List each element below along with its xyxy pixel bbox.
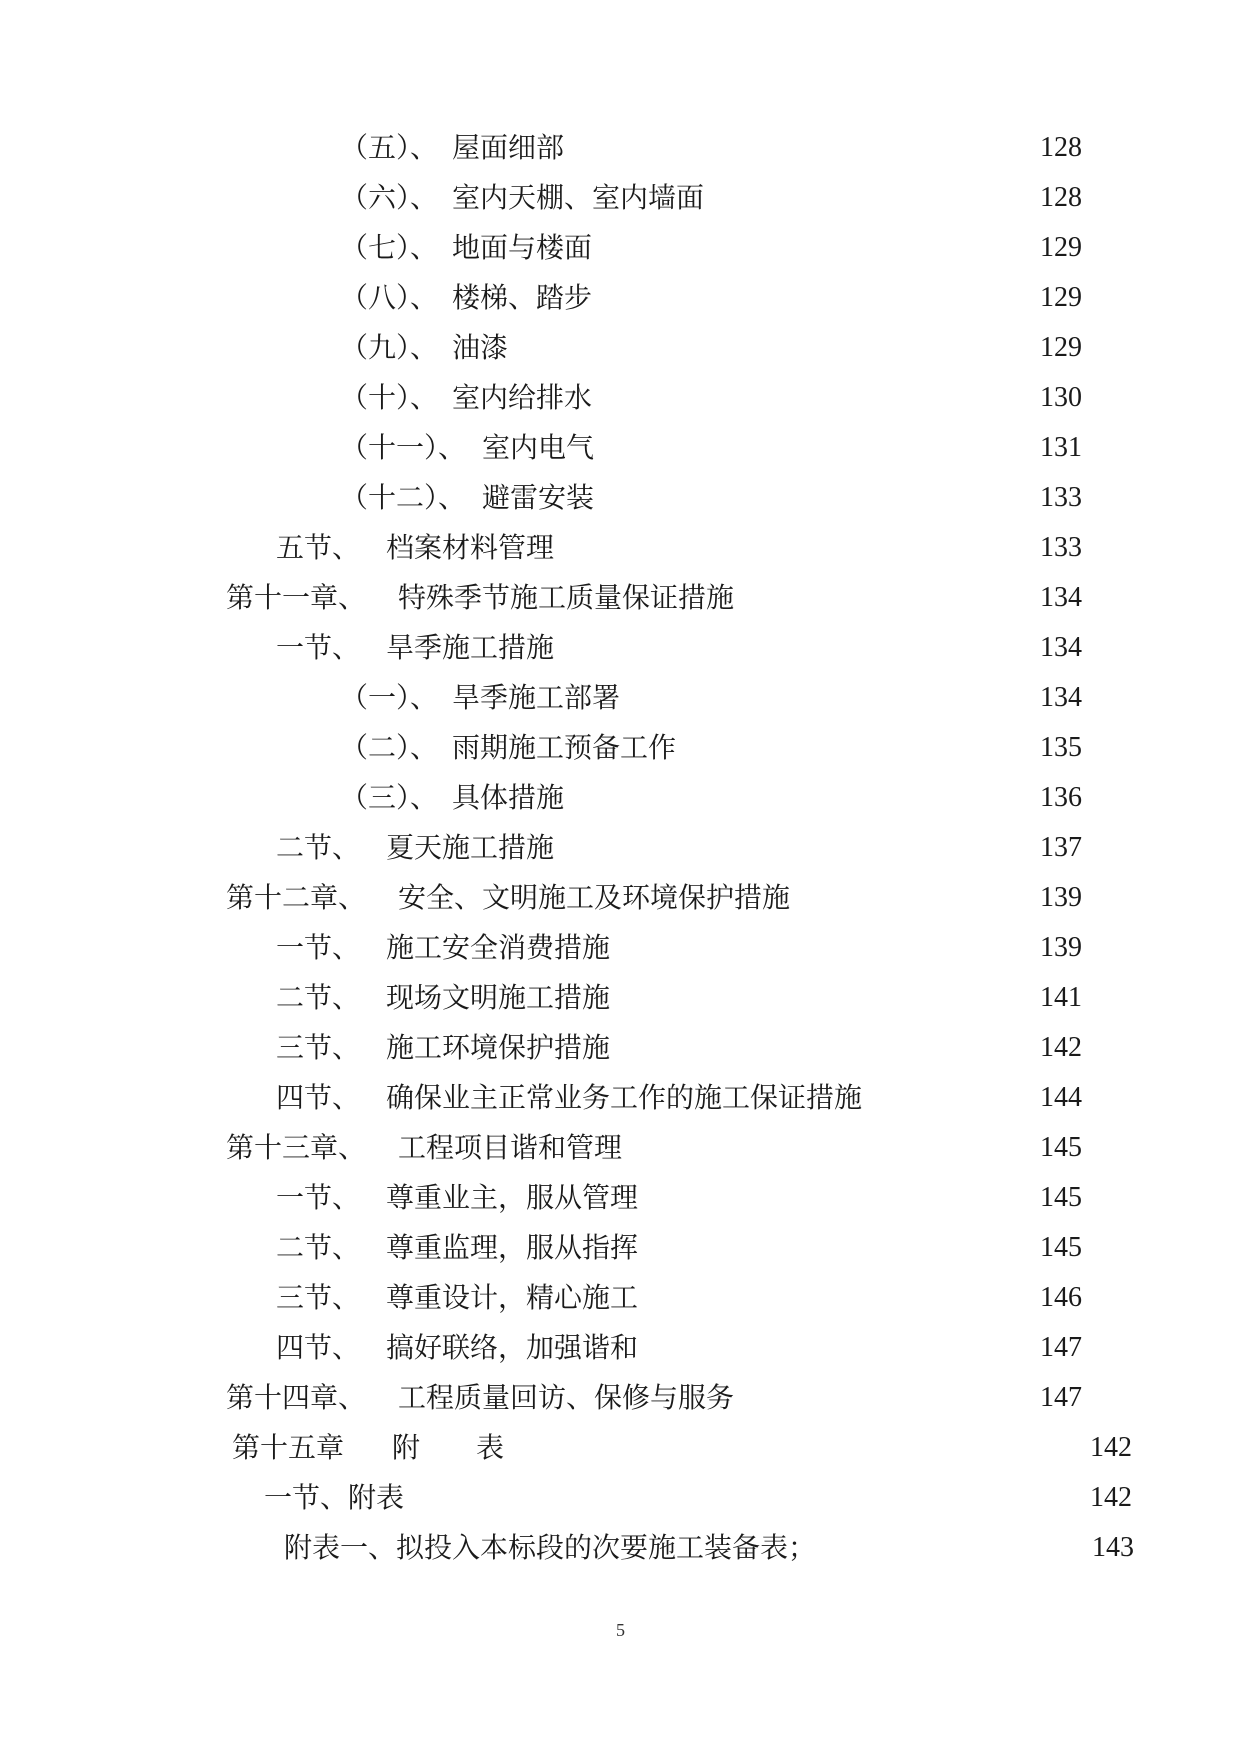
toc-entry-page: 129	[1040, 232, 1082, 263]
toc-entry-number: 第十四章、	[226, 1381, 367, 1414]
toc-entry-page: 139	[1040, 882, 1082, 913]
toc-entry-number: 二节、	[276, 981, 361, 1014]
toc-entry-title: 附 表	[392, 1431, 505, 1464]
toc-entry-page: 136	[1040, 782, 1082, 813]
toc-entry-number: 一节、	[276, 1181, 361, 1214]
toc-entry-number: 第十二章、	[226, 881, 367, 914]
toc-entry-title: 安全、文明施工及环境保护措施	[398, 881, 791, 914]
toc-entry	[0, 478, 1241, 518]
toc-entry	[0, 728, 1241, 768]
toc-entry-title: 旱季施工措施	[386, 631, 555, 664]
toc-entry-title: 室内天棚、室内墙面	[452, 181, 705, 214]
toc-entry-page: 146	[1040, 1282, 1082, 1313]
toc-entry	[0, 678, 1241, 718]
toc-entry-number: （八）、	[340, 281, 439, 314]
toc-entry-number: （十一）、	[340, 431, 467, 464]
toc-entry-number: （一）、	[340, 681, 439, 714]
toc-entry-title: 特殊季节施工质量保证措施	[398, 581, 735, 614]
toc-entry	[0, 328, 1241, 368]
toc-entry-number: 四节、	[276, 1081, 361, 1114]
toc-entry	[0, 1478, 1241, 1518]
toc-entry	[0, 178, 1241, 218]
toc-entry	[0, 278, 1241, 318]
toc-entry-number: （七）、	[340, 231, 439, 264]
toc-entry	[0, 1128, 1241, 1168]
toc-entry-page: 128	[1040, 182, 1082, 213]
toc-entry-page: 130	[1040, 382, 1082, 413]
toc-entry-page: 128	[1040, 132, 1082, 163]
toc-entry-page: 145	[1040, 1132, 1082, 1163]
toc-entry	[0, 1078, 1241, 1118]
toc-entry	[0, 878, 1241, 918]
toc-entry-page: 137	[1040, 832, 1082, 863]
toc-entry-page: 135	[1040, 732, 1082, 763]
toc-entry	[0, 428, 1241, 468]
toc-entry-title: 现场文明施工措施	[386, 981, 611, 1014]
toc-entry-number: （六）、	[340, 181, 439, 214]
toc-entry-number: （三）、	[340, 781, 439, 814]
toc-entry-page: 131	[1040, 432, 1082, 463]
toc-entry-title: 夏天施工措施	[386, 831, 555, 864]
toc-entry-number: 五节、	[276, 531, 361, 564]
toc-entry-number: （二）、	[340, 731, 439, 764]
toc-entry-number: （五）、	[340, 131, 439, 164]
toc-entry-number: 二节、	[276, 831, 361, 864]
toc-entry-page: 145	[1040, 1232, 1082, 1263]
toc-entry	[0, 1428, 1241, 1468]
toc-entry-number: （十二）、	[340, 481, 467, 514]
toc-entry-page: 129	[1040, 282, 1082, 313]
toc-entry-page: 139	[1040, 932, 1082, 963]
toc-entry	[0, 978, 1241, 1018]
toc-entry-number: 第十一章、	[226, 581, 367, 614]
toc-entry	[0, 228, 1241, 268]
toc-entry-page: 134	[1040, 582, 1082, 613]
toc-entry	[0, 1378, 1241, 1418]
toc-entry-title: 地面与楼面	[452, 231, 593, 264]
toc-entry-title: 施工安全消费措施	[386, 931, 611, 964]
toc-entry	[0, 1278, 1241, 1318]
toc-entry-page: 134	[1040, 632, 1082, 663]
toc-entry	[0, 1028, 1241, 1068]
toc-entry-title: 工程质量回访、保修与服务	[398, 1381, 735, 1414]
toc-entry-number: 三节、	[276, 1281, 361, 1314]
toc-entry-title: 雨期施工预备工作	[452, 731, 677, 764]
toc-entry	[0, 628, 1241, 668]
toc-entry	[0, 528, 1241, 568]
toc-entry	[0, 378, 1241, 418]
toc-entry	[0, 1178, 1241, 1218]
toc-entry-number: 三节、	[276, 1031, 361, 1064]
toc-entry-number: （九）、	[340, 331, 439, 364]
toc-entry	[0, 578, 1241, 618]
toc-entry-title: 避雷安装	[482, 481, 595, 514]
toc-entry-title: 油漆	[452, 331, 509, 364]
toc-entry	[0, 1528, 1241, 1568]
toc-entry-title: 尊重监理，服从指挥	[386, 1231, 639, 1264]
toc-entry-page: 133	[1040, 532, 1082, 563]
toc-entry-title: 档案材料管理	[386, 531, 555, 564]
toc-entry-title: 室内电气	[482, 431, 595, 464]
toc-entry-page: 147	[1040, 1332, 1082, 1363]
toc-entry	[0, 1328, 1241, 1368]
toc-entry	[0, 778, 1241, 818]
toc-entry-title: 旱季施工部署	[452, 681, 621, 714]
toc-entry-title: 确保业主正常业务工作的施工保证措施	[386, 1081, 863, 1114]
toc-entry-page: 129	[1040, 332, 1082, 363]
toc-entry-number: 一节、	[276, 931, 361, 964]
toc-entry-page: 134	[1040, 682, 1082, 713]
toc-entry	[0, 1228, 1241, 1268]
toc-entry-page: 133	[1040, 482, 1082, 513]
toc-entry-page: 145	[1040, 1182, 1082, 1213]
toc-entry	[0, 128, 1241, 168]
toc-entry-page: 142	[1090, 1432, 1132, 1463]
toc-entry-number: 附表一、拟投入本标段的次要施工装备表；	[284, 1531, 817, 1564]
toc-entry-title: 尊重业主，服从管理	[386, 1181, 639, 1214]
toc-entry	[0, 928, 1241, 968]
toc-entry-number: 第十三章、	[226, 1131, 367, 1164]
toc-entry-title: 工程项目谐和管理	[398, 1131, 623, 1164]
page-number: 5	[616, 1620, 625, 1640]
toc-entry-number: 第十五章	[232, 1431, 345, 1464]
toc-entry-number: 一节、	[276, 631, 361, 664]
toc-entry	[0, 828, 1241, 868]
toc-entry-page: 144	[1040, 1082, 1082, 1113]
toc-entry-page: 147	[1040, 1382, 1082, 1413]
toc-entry-number: 四节、	[276, 1331, 361, 1364]
toc-entry-title: 楼梯、踏步	[452, 281, 593, 314]
toc-entry-title: 施工环境保护措施	[386, 1031, 611, 1064]
toc-entry-title: 搞好联络，加强谐和	[386, 1331, 639, 1364]
toc-entry-number: 一节、附表	[264, 1481, 405, 1514]
toc-entry-number: （十）、	[340, 381, 439, 414]
toc-entry-page: 142	[1040, 1032, 1082, 1063]
toc-entry-title: 具体措施	[452, 781, 565, 814]
toc-entry-page: 142	[1090, 1482, 1132, 1513]
toc-entry-title: 屋面细部	[452, 131, 565, 164]
toc-entry-title: 室内给排水	[452, 381, 593, 414]
toc-entry-title: 尊重设计，精心施工	[386, 1281, 639, 1314]
toc-entry-page: 143	[1092, 1532, 1134, 1563]
toc-entry-page: 141	[1040, 982, 1082, 1013]
toc-entry-number: 二节、	[276, 1231, 361, 1264]
